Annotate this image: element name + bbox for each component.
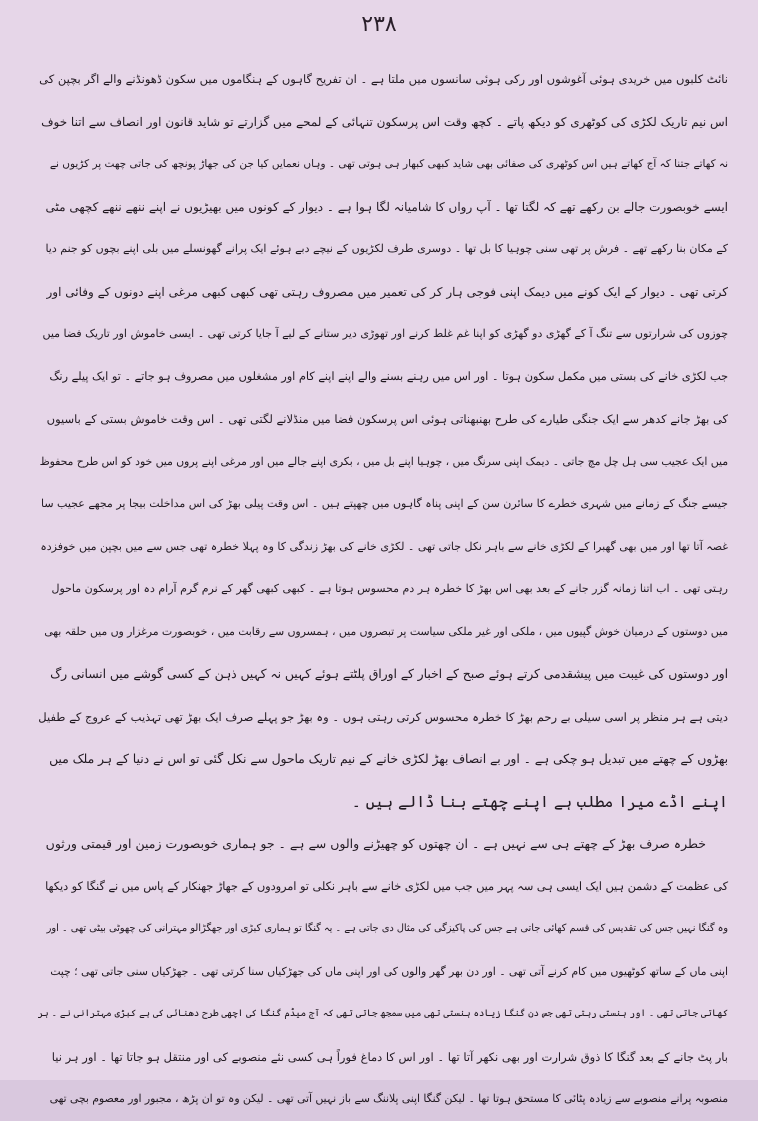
text-line: غصہ آتا تھا اور میں بھی گھبرا کے لکڑی خانے سے باہر نکل جاتی تھی ۔ لکڑی خانے کی بھڑ زندگی کا وہ پہلا خطرہ تھی جس سے میں بچپن میں خوفزدہ [40, 539, 728, 553]
text-line: جب لکڑی خانے کی بستی میں مکمل سکون ہوتا ۔ اور اس میں رہنے بسنے والے اپنے اپنے کام اور مشغلوں میں مصروف ہو جاتے ۔ تو ایک پیلے رنگ [49, 369, 728, 383]
text-line: جیسے جنگ کے زمانے میں شہری خطرے کا سائرن سن کے اپنی پناہ گاہوں میں چھپتے ہیں ۔ اس وقت پیلی بھڑ کی اس مداخلت بیجا پر مجھے عجیب سا [40, 497, 728, 510]
text-line: نہ کھاتے جتنا کہ آج کھاتے ہیں اس کوٹھری کی صفائی بھی شاید کبھی کبھار ہی ہوتی تھی ۔ وہاں نعمایں کیا جن کی جھاڑ پونچھ کی جاتی چھت پر کڑیوں نے [49, 158, 728, 170]
text-line: وہ گنگا نہیں جس کی تقدیس کی قسم کھائی جاتی ہے جس کی پاکیزگی کی مثال دی جاتی ہے ۔ یہ گنگا تو ہماری کبڑی اور جھگڑالو مہترانی کی چھوٹی بیٹی تھی ۔ اور [46, 923, 728, 934]
text-line: بار پٹ جانے کے بعد گنگا کا ذوق شرارت اور بھی نکھر آتا تھا ۔ اور اس کا دماغ فوراً ہی کسی نئے منصوبے کی اور منتقل ہو جاتا تھا ۔ اور ہر نیا [51, 1049, 728, 1064]
text-line: خطرہ صرف بھڑ کے چھتے ہی سے نہیں ہے ۔ ان چھتوں کو چھیڑنے والوں سے ہے ۔ جو ہماری خوبصورت زمین اور قیمتی ورثوں [45, 836, 706, 851]
text-line: کھاتی جاتی تھی ۔ اور ہنستی رہتی تھی جس دن گنگا زیادہ ہنستی تھی میں سمجھ جاتی تھی کہ آج میڈم گنگا کی اچھی طرح دھنائی کی ہے کبڑی مہترانی نے ۔ ہر [37, 1008, 728, 1019]
page-body-text [37, 58, 728, 1105]
text-line: منصوبہ پرانے منصوبے سے زیادہ پٹائی کا مستحق ہوتا تھا ۔ لیکن گنگا اپنی پلاننگ سے باز نہیں آتی تھی ۔ لیکن وہ تو ان پڑھ ، مجبور اور معصوم بچی تھی [49, 1092, 728, 1105]
text-line: ایسے خوبصورت جالے بن رکھے تھے کہ لگتا تھا ۔ آپ رواں کا شامیانہ لگا ہوا ہے ۔ دیوار کے کونوں میں بھیڑیوں نے اپنے ننھے ننھے کچھی مٹی [45, 199, 728, 214]
text-line: بھڑوں کے چھتے میں تبدیل ہو چکی ہے ۔ اور بے انصاف بھڑ لکڑی خانے کے نیم تاریک ماحول سے نکل گئی تو اس نے دنیا کے ہر ملک میں [49, 752, 728, 766]
text-line: کے مکان بنا رکھے تھے ۔ فرش پر تھی سنی چوہیا کا بل تھا ۔ دوسری طرف لکڑیوں کے نیچے دبے ہوئے ایک پرانے گھونسلے میں بلی اپنے بچوں کو جنم دیا [45, 242, 728, 255]
text-line: اپنی ماں کے ساتھ کوٹھیوں میں کام کرنے آتی تھی ۔ اور دن بھر گھر والوں کی اور اپنی ماں کی جھڑکیاں سنا کرتی تھی ۔ جھڑکیاں سنی جاتی تھی ؛ چپت [50, 964, 728, 978]
text-line: کی بھڑ جانے کدھر سے ایک جنگی طیارے کی طرح بھنبھناتی ہوئی اس پرسکون فضا میں منڈلانے لگتی تھی ۔ اس وقت خاموش بستی کے باسیوں [46, 412, 728, 426]
text-line: نائٹ کلبوں میں خریدی ہوئی آغوشوں اور رکی ہوئی سانسوں میں ملتا ہے ۔ ان تفریح گاہوں کے ہنگاموں میں سکون ڈھونڈنے والے اگر بچپن کی [39, 72, 728, 86]
text-line: دیتی ہے ہر منظر پر اسی سیلی بے رحم بھڑ کا خطرہ محسوس کرتی رہتی ہوں ۔ وہ بھڑ جو پہلے صرف ایک بھڑ تھی تہذیب کے عروج کے طفیل [38, 709, 728, 724]
text-line: رہتی تھی ۔ اب اتنا زمانہ گزر جانے کے بعد بھی اس بھڑ کا خطرہ ہر دم محسوس ہوتا ہے ۔ کبھی کبھی گھر کے نرم گرم آرام دہ اور پرسکون ماحول [51, 582, 728, 595]
page-number: ۲۳۸ [361, 12, 397, 37]
text-line: اپنے اڈے میرا مطلب ہے اپنے چھتے بنا ڈالے ہیں ۔ [351, 792, 728, 811]
text-line: کی عظمت کے دشمن ہیں ایک ایسی ہی سہ پہر میں جب میں لکڑی خانے سے باہر نکلی تو امرودوں کے جھاڑ جھنکار کے پاس میں نے گنگا کو دیکھا [45, 879, 728, 893]
text-line: کرتی تھی ۔ دیوار کے ایک کونے میں دیمک اپنی فوجی ہار کر کی تعمیر میں مصروف رہتی تھی کبھی کبھی مرغی اپنے دونوں کے وفائی اور [46, 284, 728, 299]
text-line: اس نیم تاریک لکڑی کی کوٹھری کو دیکھ پاتے ۔ کچھ وقت اس پرسکون تنہائی کے لمحے میں گزارتے تو شاید قانون اور انصاف سے اتنا خوف [41, 114, 728, 129]
text-line: میں ایک عجیب سی ہل چل مچ جاتی ۔ دیمک اپنی سرنگ میں ، چوہیا اپنے بل میں ، بکری اپنے جالے میں اور مرغی اپنے پروں میں خود کو اس طرح محفوظ [39, 454, 728, 468]
text-line: اور دوستوں کی غیبت میں پیشقدمی کرتے ہوئے صبح کے اخبار کے اوراق پلٹتے ہوئے کہیں نہ کہیں ذہن کے کسی گوشے میں انسانی رگ [50, 667, 728, 681]
text-line: میں دوستوں کے درمیان خوش گپیوں میں ، ملکی اور غیر ملکی سیاست پر تبصروں میں ، ہمسروں سے رقابت میں ، خوبصورت مرغزار وں میں حلقہ بھی [44, 624, 728, 638]
text-line: چوزوں کی شرارتوں سے تنگ آ کے گھڑی دو گھڑی کو اپنا غم غلط کرنے اور تھوڑی دیر ستانے کے لیے آ جایا کرتی تھی ۔ ایسی خاموش اور تاریک فضا میں [42, 327, 728, 340]
